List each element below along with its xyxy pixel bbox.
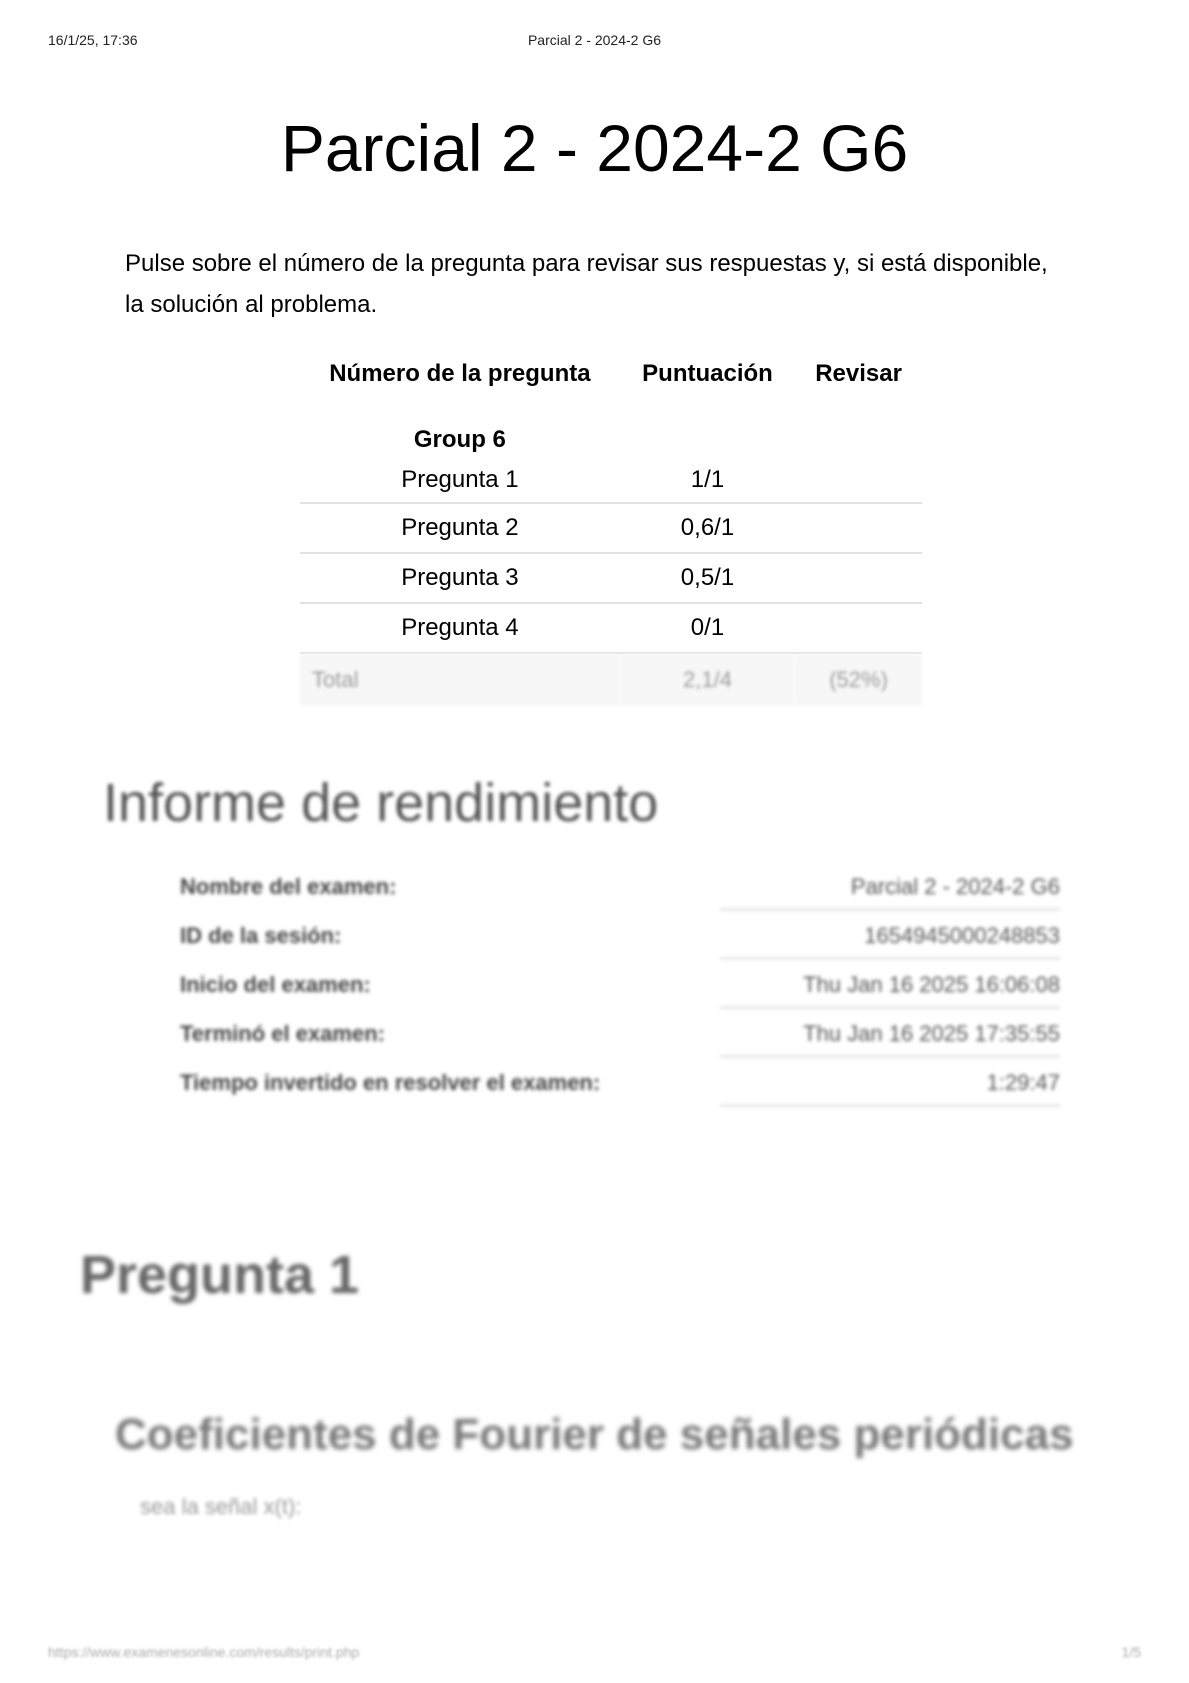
report-label: Nombre del examen:	[180, 873, 397, 899]
question-heading: Pregunta 1	[80, 1245, 360, 1305]
total-score: 2,1/4	[620, 653, 795, 706]
report-value: 1:29:47	[986, 1069, 1060, 1095]
group-label: Group 6	[413, 426, 506, 453]
question-score: 1/1	[620, 458, 795, 503]
intro-text: Pulse sobre el número de la pregunta para revisar sus respuestas y, si está disponible, la solución al problema.	[125, 250, 1048, 318]
table-row[interactable]	[300, 603, 922, 653]
performance-report	[180, 862, 1060, 1107]
header-score: Puntuación	[642, 360, 773, 387]
scores-header-row	[300, 350, 922, 398]
report-value: Thu Jan 16 2025 17:35:55	[803, 1020, 1060, 1046]
question-link[interactable]: Pregunta 1	[300, 458, 620, 503]
report-row	[180, 1009, 1060, 1058]
report-value: Thu Jan 16 2025 16:06:08	[803, 971, 1060, 997]
review-cell	[795, 503, 922, 553]
report-label: Terminó el examen:	[180, 1020, 385, 1046]
print-footer	[0, 1644, 1189, 1664]
report-row	[180, 960, 1060, 1009]
header-question-number: Número de la pregunta	[329, 360, 591, 387]
report-row	[180, 1058, 1060, 1107]
report-label: Tiempo invertido en resolver el examen:	[180, 1069, 601, 1095]
page-title: Parcial 2 - 2024-2 G6	[280, 111, 909, 185]
report-row	[180, 862, 1060, 911]
question-text: sea la señal x(t):	[140, 1494, 302, 1519]
report-row	[180, 911, 1060, 960]
group-row	[300, 398, 922, 458]
print-doc-title: Parcial 2 - 2024-2 G6	[527, 32, 662, 48]
total-label: Total	[300, 653, 620, 706]
print-page-number: 1/5	[1121, 1644, 1141, 1660]
table-row[interactable]	[300, 458, 922, 503]
table-row[interactable]	[300, 503, 922, 553]
review-cell	[795, 603, 922, 653]
print-header	[0, 32, 1189, 52]
question-score: 0,5/1	[620, 553, 795, 603]
table-row[interactable]	[300, 553, 922, 603]
report-value: Parcial 2 - 2024-2 G6	[850, 873, 1060, 899]
question-link[interactable]: Pregunta 3	[300, 553, 620, 603]
scores-table	[300, 350, 922, 706]
report-value: 1654945000248853	[864, 922, 1060, 948]
total-percent: (52%)	[795, 653, 922, 706]
print-url: https://www.examenesonline.com/results/print.php	[48, 1644, 360, 1660]
question-score: 0/1	[620, 603, 795, 653]
review-cell	[795, 458, 922, 503]
print-datetime: 16/1/25, 17:36	[48, 32, 138, 48]
report-title: Informe de rendimiento	[103, 773, 659, 833]
question-subheading: Coeficientes de Fourier de señales periódicas	[115, 1410, 1074, 1459]
question-link[interactable]: Pregunta 2	[300, 503, 620, 553]
review-cell	[795, 553, 922, 603]
question-score: 0,6/1	[620, 503, 795, 553]
report-label: Inicio del examen:	[180, 971, 371, 997]
header-review: Revisar	[815, 360, 902, 387]
report-label: ID de la sesión:	[180, 922, 342, 948]
total-row	[300, 653, 922, 706]
question-link[interactable]: Pregunta 4	[300, 603, 620, 653]
